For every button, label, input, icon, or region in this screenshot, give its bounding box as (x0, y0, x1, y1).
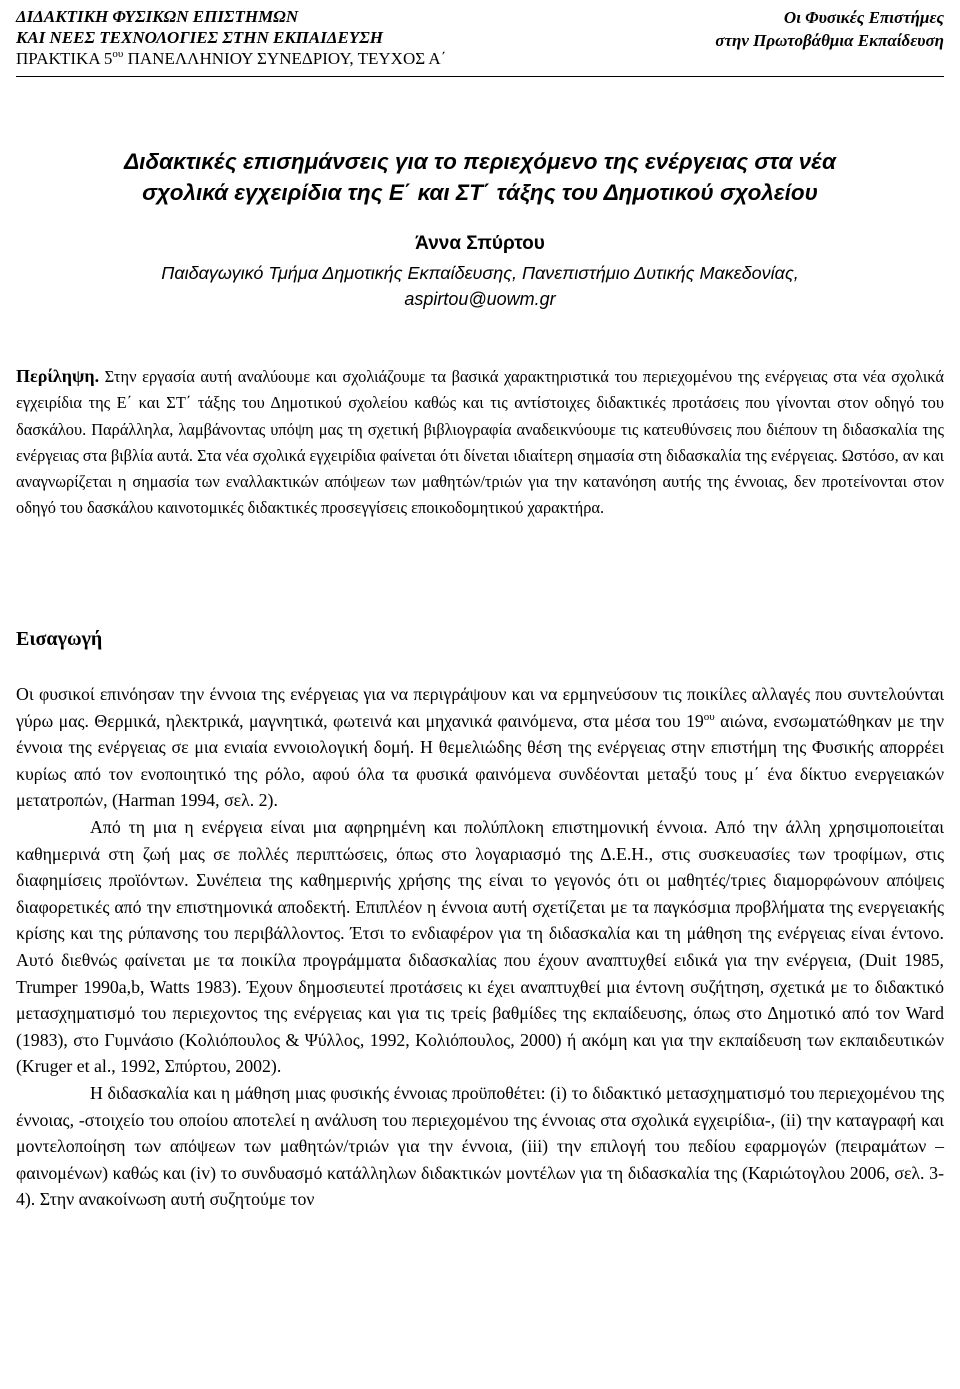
paper-title-line2: σχολικά εγχειρίδια της Ε΄ και ΣΤ΄ τάξης του Δημοτικού σχολείου (142, 180, 818, 205)
header-proceedings-pre: ΠΡΑΚΤΙΚΑ 5 (16, 49, 113, 68)
abstract (16, 363, 944, 522)
header-proceedings-sup: ου (112, 48, 124, 60)
header-proceedings-line (16, 48, 446, 69)
header-divider (16, 76, 944, 77)
header-left (16, 6, 446, 69)
author-email: aspirtou@uowm.gr (404, 289, 556, 309)
header-proceedings-post: ΠΑΝΕΛΛΗΝΙΟΥ ΣΥΝΕΔΡΙΟΥ, ΤΕΥΧΟΣ Α΄ (123, 49, 447, 68)
paper-title-line1: Διδακτικές επισημάνσεις για το περιεχόμενο της ενέργειας στα νέα (124, 149, 836, 174)
header-journal-line2: ΚΑΙ ΝΕΕΣ ΤΕΧΝΟΛΟΓΙΕΣ ΣΤΗΝ ΕΚΠΑΙΔΕΥΣΗ (16, 28, 383, 47)
introduction-body (16, 681, 944, 1213)
abstract-text: Στην εργασία αυτή αναλύουμε και σχολιάζουμε τα βασικά χαρακτηριστικά του περιεχομένου της ενέργειας στα νέα σχολικά εγχειρίδια της Ε΄ και ΣΤ΄ τάξης του Δημοτικού σχολείου καθώς και τις αντίστοιχες διδακτικές προτάσεις που γίνονται στον οδηγό του δασκάλου. Παράλληλα, λαμβάνοντας υπόψη μας τη σχετική βιβλιογραφία αναδεικνύουμε τις κατευθύνσεις που διέπουν τη διδασκαλία της ενέργειας στα βιβλία αυτά. Στα νέα σχολικά εγχειρίδια φαίνεται ότι δίνεται ιδιαίτερη σημασία στη διδασκαλία της ενέργειας. Ωστόσο, αν και αναγνωρίζεται η σημασία των εναλλακτικών απόψεων των μαθητών/τριών για την κατανόηση αυτής της έννοιας, δεν προτείνονται στον οδηγό του δασκάλου καινοτομικές διδακτικές προσεγγίσεις εποικοδομητικού χαρακτήρα. (16, 367, 944, 518)
header-journal-line1: ΔΙΔΑΚΤΙΚΗ ΦΥΣΙΚΩΝ ΕΠΙΣΤΗΜΩΝ (16, 7, 299, 26)
paragraph-1-part-a: Οι φυσικοί επινόησαν την έννοια της ενέργειας για να περιγράψουν και να ερμηνεύσουν τις ποικίλες αλλαγές που συντελούνται γύρω μας. Θερμικά, ηλεκτρικά, μαγνητικά, φωτεινά και μηχανικά φαινόμενα, στα μέσα του 19 (16, 684, 944, 731)
author-affiliation-block (0, 260, 960, 312)
paper-title (0, 146, 960, 208)
paragraph-1 (16, 681, 944, 814)
paragraph-1-sup: ου (703, 710, 715, 723)
paragraph-3: Η διδασκαλία και η μάθηση μιας φυσικής έννοιας προϋποθέτει: (i) το διδακτικό μετασχηματισμό του περιεχομένου της έννοιας, -στοιχείο του οποίου αποτελεί η ανάλυση του περιεχομένου της έννοιας στα σχολικά εγχειρίδια-, (ii) την καταγραφή και μοντελοποίηση των απόψεων των μαθητών/τριών για την έννοια, (iii) την επιλογή του πεδίου εφαρμογών (πειραμάτων – φαινομένων) καθώς και (iv) το συνδυασμό κατάλληλων διδακτικών μοντέλων για τη διδασκαλία της (Καριώτογλου 2006, σελ. 3-4). Στην ανακοίνωση αυτή συζητούμε τον (16, 1082, 944, 1210)
paper-author: Άννα Σπύρτου (415, 233, 545, 254)
header-topic-line1: Οι Φυσικές Επιστήμες (783, 8, 944, 27)
header-right (715, 6, 944, 52)
author-affiliation: Παιδαγωγικό Τμήμα Δημοτικής Εκπαίδευσης, Πανεπιστήμιο Δυτικής Μακεδονίας, (161, 263, 799, 283)
header-topic-line2: στην Πρωτοβάθμια Εκπαίδευση (715, 31, 944, 50)
section-heading-introduction: Εισαγωγή (16, 628, 103, 650)
paragraph-1-part-b: αιώνα, ενσωματώθηκαν με την έννοια της ενέργειας σε μια ενιαία εννοιολογική δομή. Η θεμελιώδης θέση της ενέργειας στην επιστήμη της Φυσικής απορρέει κυρίως από τον ενοποιητικό της ρόλο, αφού όλα τα φυσικά φαινόμενα συνδέονται μεταξύ τους μ΄ ένα δίκτυο ενεργειακών μετατροπών, (Harman 1994, σελ. 2). (16, 710, 944, 811)
abstract-label: Περίληψη. (16, 366, 100, 386)
paragraph-2: Από τη μια η ενέργεια είναι μια αφηρημένη και πολύπλοκη επιστημονική έννοια. Από την άλλη χρησιμοποιείται καθημερινά στη ζωή μας σε πολλές περιπτώσεις, όπως στο λογαριασμό της Δ.Ε.Η., στις συσκευασίες των τροφίμων, στις διαφημίσεις προϊόντων. Συνέπεια της καθημερινής χρήσης της είναι το γεγονός ότι οι μαθητές/τριες διαμορφώνουν απόψεις διαφορετικές από την επιστημονικά αποδεκτή. Επιπλέον η έννοια αυτή σχετίζεται με τα παγκόσμια προβλήματα της ενεργειακής κρίσης και της ρύπανσης του περιβάλλοντος. Έτσι το ενδιαφέρον για τη διδασκαλία και τη μάθηση της ενέργειας είναι έντονο. Αυτό διεθνώς φαίνεται με τα ποικίλα προγράμματα διδασκαλίας που έχουν αναπτυχθεί ειδικά για την ενέργεια, (Duit 1985, Trumper 1990a,b, Watts 1983). Έχουν δημοσιευτεί προτάσεις κι έχει αναπτυχθεί μια έντονη συζήτηση, σχετικά με το διδακτικό μετασχηματισμό του περιεχοντος της ενέργειας και για τις τρείς βαθμίδες της εκπαίδευσης, όπως στο Δημοτικό από τον Ward (1983), στο Γυμνάσιο (Κολιόπουλος & Ψύλλος, 1992, Κολιόπουλος, 2000) ή ακόμη και για την εκπαίδευση των εκπαιδευτικών (Kruger et al., 1992, Σπύρτου, 2002). (16, 816, 944, 1077)
